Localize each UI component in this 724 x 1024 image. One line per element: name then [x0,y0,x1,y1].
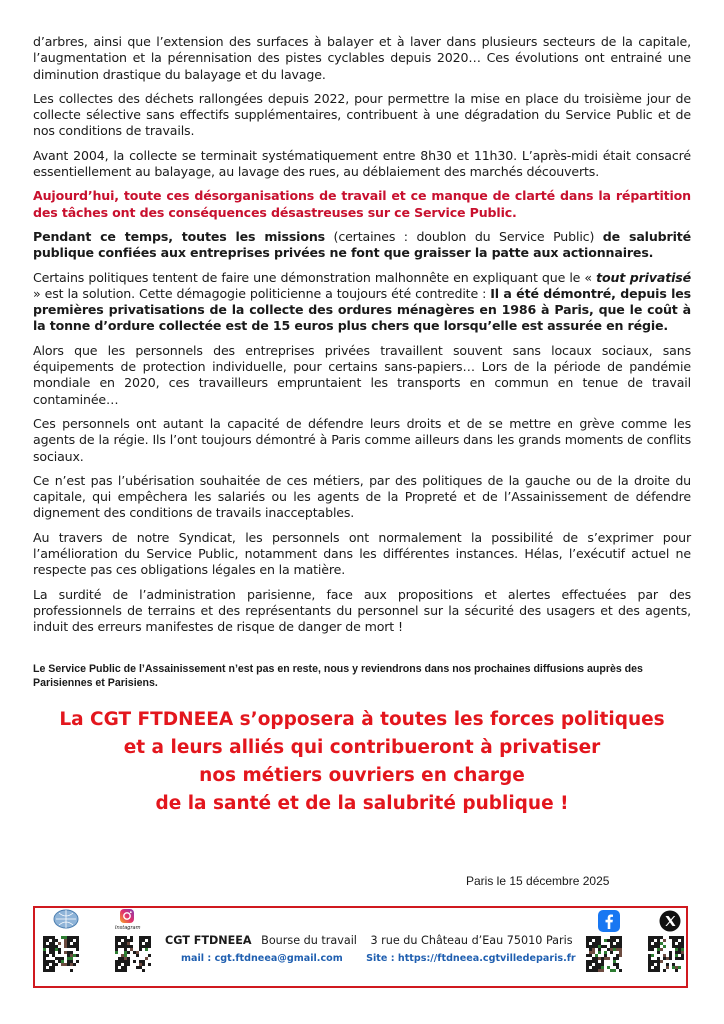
bold-text: Il a été démontré, depuis les premières privatisations de la collecte des ordures ménagères en 1986 à Paris, que le coût à la tonne d’ordure collectée est de 15 euros plus chers que lorsqu’elle est assurée en régie. [33,285,692,334]
paragraph: Au travers de notre Syndicat, les personnels ont normalement la possibilité de s’exprimer pour l’amélioration du Service Public, notamment dans les différentes instances. Hélas, l’exécutif actuel ne respecte pas ces obligations légales en la matière. [33,529,691,578]
date-line: Paris le 15 décembre 2025 [466,874,610,888]
highlight-paragraph: Aujourd’hui, toute ces désorganisations de travail et ce manque de clarté dans la répartition des tâches ont des conséquences désastreuses sur ce Service Public. [33,188,691,220]
slogan-line: de la santé et de la salubrité publique ! [155,793,569,814]
venue: Bourse du travail [261,934,357,947]
article-body [33,34,691,644]
contact-footer [33,906,688,988]
text: (certaines : doublon du Service Public) [325,228,603,244]
address: 3 rue du Château d’Eau 75010 Paris [370,934,573,947]
slogan-line: La CGT FTDNEEA s’opposera à toutes les forces politiques [59,709,665,730]
emphasis-text: tout privatisé [596,269,692,285]
bold-text: Pendant ce temps, toutes les missions [33,228,325,244]
bold-text: de salubrité publique confiées aux entreprises privées ne font que graisser la patte aux actionnaires. [33,228,691,261]
slogan [0,706,724,818]
paragraph: Alors que les personnels des entreprises privées travaillent souvent sans locaux sociaux, sans équipements de protection individuelle, pour certains sans-papiers… Lors de la période de pandémie mondiale en 2020, ces travailleurs empruntaient les transports en commun en tenue de travail contaminée… [33,342,691,407]
paragraph [33,229,691,262]
organization-address [165,934,573,947]
slogan-line: et a leurs alliés qui contribueront à privatiser [123,737,601,758]
qr-code[interactable] [43,936,79,972]
qr-code[interactable] [648,936,684,972]
paragraph: Ces personnels ont autant la capacité de défendre leurs droits et de se mettre en grève comme les agents de la régie. Ils l’ont toujours démontré à Paris comme ailleurs dans les grands moments de conflits sociaux. [33,415,691,464]
paragraph: Ce n’est pas l’ubérisation souhaitée de ces métiers, par des politiques de la gauche ou de la droite du capitale, qui empêchera les salariés ou les agents de la Propreté et de l’Assainissement de défendre dignement des conditions de travails inacceptables. [33,472,691,521]
closing-note: Le Service Public de l’Assainissement n’est pas en reste, nous y reviendrons dans nos prochaines diffusions auprès des Parisiennes et Parisiens. [33,663,643,689]
globe-logo-icon [53,909,79,933]
paragraph: Avant 2004, la collecte se terminait systématiquement entre 8h30 et 11h30. L’après-midi était consacré essentiellement au balayage, au lavage des rues, au déblaiement des marchés découverts. [33,147,691,180]
email-link[interactable]: mail : cgt.ftdneea@gmail.com [181,953,343,964]
paragraph: La surdité de l’administration parisienne, face aux propositions et alertes effectuées par des professionnels de terrains et des représentants du personnel sur la sécurité des usagers et des agents, induit des erreurs manifestes de risque de danger de mort ! [33,586,691,635]
facebook-icon[interactable] [598,910,620,936]
paragraph [33,270,691,335]
slogan-line: nos métiers ouvriers en charge [199,765,525,786]
contact-links [181,953,576,964]
qr-code[interactable] [115,936,151,972]
instagram-caption: Instagram [115,925,141,931]
text: Certains politiques tentent de faire une démonstration malhonnête en expliquant que le « [33,269,597,285]
paragraph: Les collectes des déchets rallongées depuis 2022, pour permettre la mise en place du troisième jour de collecte sélective sans effectifs supplémentaires, contribuent à une dégradation du Service Public et de nos conditions de travails. [33,90,691,139]
organization-name: CGT FTDNEEA [165,934,252,947]
x-twitter-icon[interactable] [659,910,681,936]
qr-code[interactable] [586,936,622,972]
text: » est la solution. Cette démagogie politicienne a toujours été contredite : [33,285,491,301]
website-link[interactable]: Site : https://ftdneea.cgtvilledeparis.fr [366,953,576,964]
paragraph: d’arbres, ainsi que l’extension des surfaces à balayer et à laver dans plusieurs secteurs de la capitale, l’augmentation et la pérennisation des pistes cyclables depuis 2020… Ces évolutions ont entrainé une diminution drastique du balayage et du lavage. [33,34,691,82]
